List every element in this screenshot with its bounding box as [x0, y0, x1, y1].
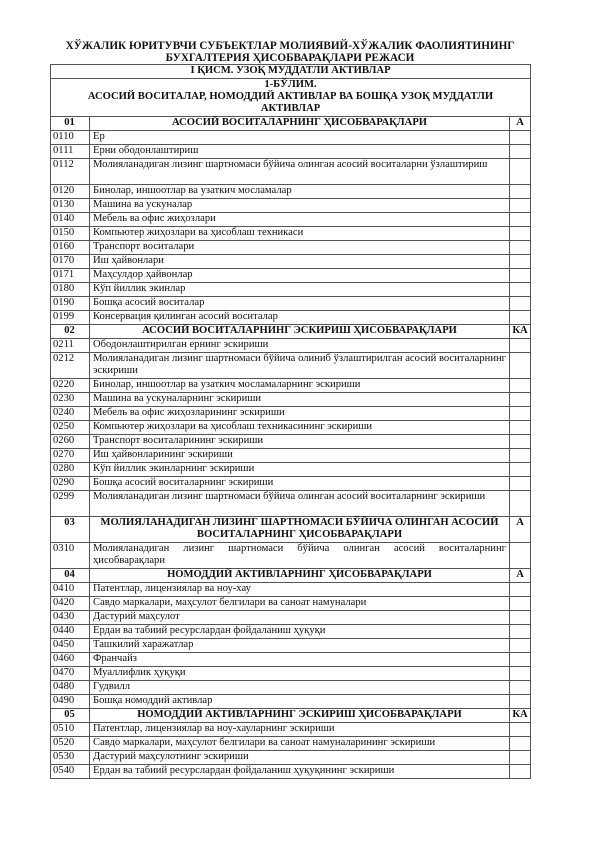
account-row: [51, 283, 531, 297]
account-code: 0540: [51, 765, 90, 779]
account-row: [51, 597, 531, 611]
account-name: Молияланадиган лизинг шартномаси бўйича олинган асосий воситаларнинг эскириши: [90, 491, 510, 517]
account-name: Машина ва ускуналарнинг эскириши: [90, 393, 510, 407]
account-code: 0160: [51, 241, 90, 255]
account-row: [51, 491, 531, 517]
account-row: [51, 241, 531, 255]
account-code: 0199: [51, 311, 90, 325]
account-row: [51, 543, 531, 569]
account-type: [510, 625, 531, 639]
account-row: [51, 477, 531, 491]
account-name: Иш ҳайвонлари: [90, 255, 510, 269]
account-row: [51, 393, 531, 407]
account-group-row: [51, 709, 531, 723]
account-row: [51, 227, 531, 241]
account-row: [51, 737, 531, 751]
account-type: [510, 159, 531, 185]
account-row: [51, 185, 531, 199]
account-code: 0260: [51, 435, 90, 449]
section-heading: [51, 79, 531, 117]
account-code: 0270: [51, 449, 90, 463]
account-name: Бошқа номоддий активлар: [90, 695, 510, 709]
account-type: [510, 421, 531, 435]
account-code: 03: [51, 517, 90, 543]
account-code: 0250: [51, 421, 90, 435]
section-line-2: АСОСИЙ ВОСИТАЛАР, НОМОДДИЙ АКТИВЛАР ВА БОШҚА УЗОҚ МУДДАТЛИ: [87, 91, 494, 102]
account-group-name: МОЛИЯЛАНАДИГАН ЛИЗИНГ ШАРТНОМАСИ БЎЙИЧА ОЛИНГАН АСОСИЙ ВОСИТАЛАРНИНГ ҲИСОБВАРАҚЛАРИ: [90, 517, 510, 543]
account-row: [51, 297, 531, 311]
account-type: [510, 639, 531, 653]
account-code: 0180: [51, 283, 90, 297]
account-row: [51, 723, 531, 737]
account-code: 0190: [51, 297, 90, 311]
section-line-3: АКТИВЛАР: [260, 103, 321, 114]
account-code: 0171: [51, 269, 90, 283]
account-code: 0150: [51, 227, 90, 241]
account-type: [510, 723, 531, 737]
account-group-name: НОМОДДИЙ АКТИВЛАРНИНГ ЭСКИРИШ ҲИСОБВАРАҚЛАРИ: [90, 709, 510, 723]
account-code: 0220: [51, 379, 90, 393]
account-type: [510, 145, 531, 159]
account-code: 0470: [51, 667, 90, 681]
title-line-2: БУХГАЛТЕРИЯ ҲИСОБВАРАҚЛАРИ РЕЖАСИ: [165, 52, 415, 64]
account-row: [51, 339, 531, 353]
account-name: Транспорт воситалари: [90, 241, 510, 255]
account-row: [51, 131, 531, 145]
account-row: [51, 667, 531, 681]
account-row: [51, 583, 531, 597]
account-row: [51, 449, 531, 463]
section-row: [51, 79, 531, 117]
account-name: Маҳсулдор ҳайвонлар: [90, 269, 510, 283]
account-type: [510, 297, 531, 311]
account-code: 0299: [51, 491, 90, 517]
account-code: 0510: [51, 723, 90, 737]
account-code: 0450: [51, 639, 90, 653]
account-row: [51, 681, 531, 695]
account-code: 0460: [51, 653, 90, 667]
account-type: [510, 353, 531, 379]
account-name: Савдо маркалари, маҳсулот белгилари ва саноат намуналари: [90, 597, 510, 611]
account-type: [510, 695, 531, 709]
account-type: [510, 477, 531, 491]
account-code: 0110: [51, 131, 90, 145]
account-group-row: [51, 117, 531, 131]
account-row: [51, 695, 531, 709]
account-row: [51, 639, 531, 653]
account-row: [51, 653, 531, 667]
account-code: 0170: [51, 255, 90, 269]
account-code: 0490: [51, 695, 90, 709]
account-name: Молияланадиган лизинг шартномаси бўйича олиниб ўзлаштирилган асосий воситаларнинг эскириши: [90, 353, 510, 379]
account-type: [510, 407, 531, 421]
part-heading: I ҚИСМ. УЗОҚ МУДДАТЛИ АКТИВЛАР: [51, 65, 531, 79]
account-name: Молияланадиган лизинг шартномаси бўйича олинган асосий воситаларни ўзлаштириш: [90, 159, 510, 185]
account-code: 0280: [51, 463, 90, 477]
account-group-name: АСОСИЙ ВОСИТАЛАРНИНГ ҲИСОБВАРАҚЛАРИ: [90, 117, 510, 131]
account-type: [510, 339, 531, 353]
account-name: Бинолар, иншоотлар ва узаткич мосламалар: [90, 185, 510, 199]
account-type: [510, 583, 531, 597]
account-code: 0240: [51, 407, 90, 421]
account-type: [510, 379, 531, 393]
account-name: Гудвилл: [90, 681, 510, 695]
account-row: [51, 421, 531, 435]
section-line-1: 1-БЎЛИМ.: [264, 79, 317, 90]
account-code: 0112: [51, 159, 90, 185]
account-type: КА: [510, 709, 531, 723]
account-name: Савдо маркалари, маҳсулот белгилари ва саноат намуналарининг эскириши: [90, 737, 510, 751]
account-name: Дастурий маҳсулотнинг эскириши: [90, 751, 510, 765]
account-code: 0212: [51, 353, 90, 379]
account-name: Патентлар, лицензиялар ва ноу-хауларнинг эскириши: [90, 723, 510, 737]
account-code: 0111: [51, 145, 90, 159]
account-type: [510, 311, 531, 325]
account-code: 02: [51, 325, 90, 339]
account-name: Дастурий маҳсулот: [90, 611, 510, 625]
account-type: [510, 597, 531, 611]
account-type: [510, 449, 531, 463]
account-group-name: АСОСИЙ ВОСИТАЛАРНИНГ ЭСКИРИШ ҲИСОБВАРАҚЛАРИ: [90, 325, 510, 339]
account-code: 0530: [51, 751, 90, 765]
account-code: 0120: [51, 185, 90, 199]
account-group-name: НОМОДДИЙ АКТИВЛАРНИНГ ҲИСОБВАРАҚЛАРИ: [90, 569, 510, 583]
account-group-row: [51, 517, 531, 543]
account-code: 0310: [51, 543, 90, 569]
account-name: Компьютер жиҳозлари ва ҳисоблаш техникасининг эскириши: [90, 421, 510, 435]
account-name: Транспорт воситаларининг эскириши: [90, 435, 510, 449]
account-code: 01: [51, 117, 90, 131]
account-name: Мебель ва офис жиҳозларининг эскириши: [90, 407, 510, 421]
account-group-row: [51, 325, 531, 339]
account-row: [51, 435, 531, 449]
account-type: [510, 185, 531, 199]
account-type: [510, 283, 531, 297]
account-type: [510, 269, 531, 283]
account-row: [51, 159, 531, 185]
account-type: [510, 255, 531, 269]
account-type: [510, 667, 531, 681]
account-name: Молияланадиган лизинг шартномаси бўйича олинган асосий воситаларнинг ҳисобварақлари: [90, 543, 510, 569]
account-type: КА: [510, 325, 531, 339]
account-code: 0130: [51, 199, 90, 213]
account-name: Ободонлаштирилган ернинг эскириши: [90, 339, 510, 353]
account-row: [51, 407, 531, 421]
account-row: [51, 255, 531, 269]
account-type: [510, 463, 531, 477]
account-type: [510, 611, 531, 625]
account-type: [510, 227, 531, 241]
title-line-1: ХЎЖАЛИК ЮРИТУВЧИ СУБЪЕКТЛАР МОЛИЯВИЙ-ХЎЖАЛИК ФАОЛИЯТИНИНГ: [65, 40, 515, 52]
account-type: [510, 131, 531, 145]
account-name: Иш ҳайвонларининг эскириши: [90, 449, 510, 463]
account-name: Машина ва ускуналар: [90, 199, 510, 213]
account-row: [51, 145, 531, 159]
account-row: [51, 311, 531, 325]
account-type: [510, 751, 531, 765]
account-name: Бошқа асосий воситалар: [90, 297, 510, 311]
account-name: Патентлар, лицензиялар ва ноу-хау: [90, 583, 510, 597]
account-code: 05: [51, 709, 90, 723]
account-row: [51, 463, 531, 477]
account-name: Бошқа асосий воситаларнинг эскириши: [90, 477, 510, 491]
account-code: 0430: [51, 611, 90, 625]
account-row: [51, 269, 531, 283]
account-row: [51, 379, 531, 393]
account-row: [51, 199, 531, 213]
table-body: [51, 65, 531, 779]
account-name: Кўп йиллик экинларнинг эскириши: [90, 463, 510, 477]
account-type: А: [510, 117, 531, 131]
account-code: 0290: [51, 477, 90, 491]
account-code: 0480: [51, 681, 90, 695]
account-code: 0410: [51, 583, 90, 597]
account-code: 0211: [51, 339, 90, 353]
chart-of-accounts-table: [50, 64, 531, 779]
account-name: Бинолар, иншоотлар ва узаткич мосламаларнинг эскириши: [90, 379, 510, 393]
account-name: Франчайз: [90, 653, 510, 667]
account-name: Муаллифлик ҳуқуқи: [90, 667, 510, 681]
account-code: 0420: [51, 597, 90, 611]
account-type: [510, 737, 531, 751]
account-name: Ер: [90, 131, 510, 145]
account-code: 0520: [51, 737, 90, 751]
account-name: Ердан ва табиий ресурслардан фойдаланиш ҳуқуқи: [90, 625, 510, 639]
account-type: [510, 765, 531, 779]
account-name: Ташкилий харажатлар: [90, 639, 510, 653]
account-group-row: [51, 569, 531, 583]
account-type: [510, 199, 531, 213]
account-code: 0230: [51, 393, 90, 407]
account-type: [510, 435, 531, 449]
account-name: Кўп йиллик экинлар: [90, 283, 510, 297]
account-code: 04: [51, 569, 90, 583]
account-row: [51, 751, 531, 765]
account-name: Компьютер жиҳозлари ва ҳисоблаш техникаси: [90, 227, 510, 241]
account-type: [510, 653, 531, 667]
account-code: 0140: [51, 213, 90, 227]
part-row: [51, 65, 531, 79]
account-name: Ердан ва табиий ресурслардан фойдаланиш ҳуқуқининг эскириши: [90, 765, 510, 779]
account-row: [51, 353, 531, 379]
account-type: [510, 491, 531, 517]
account-type: А: [510, 569, 531, 583]
account-type: [510, 241, 531, 255]
account-row: [51, 625, 531, 639]
account-type: [510, 213, 531, 227]
account-name: Ерни ободонлаштириш: [90, 145, 510, 159]
account-type: А: [510, 517, 531, 543]
account-name: Мебель ва офис жиҳозлари: [90, 213, 510, 227]
account-type: [510, 681, 531, 695]
account-name: Консервация қилинган асосий воситалар: [90, 311, 510, 325]
account-row: [51, 765, 531, 779]
account-row: [51, 611, 531, 625]
account-row: [51, 213, 531, 227]
account-code: 0440: [51, 625, 90, 639]
account-type: [510, 543, 531, 569]
account-type: [510, 393, 531, 407]
document-title: [50, 40, 530, 64]
